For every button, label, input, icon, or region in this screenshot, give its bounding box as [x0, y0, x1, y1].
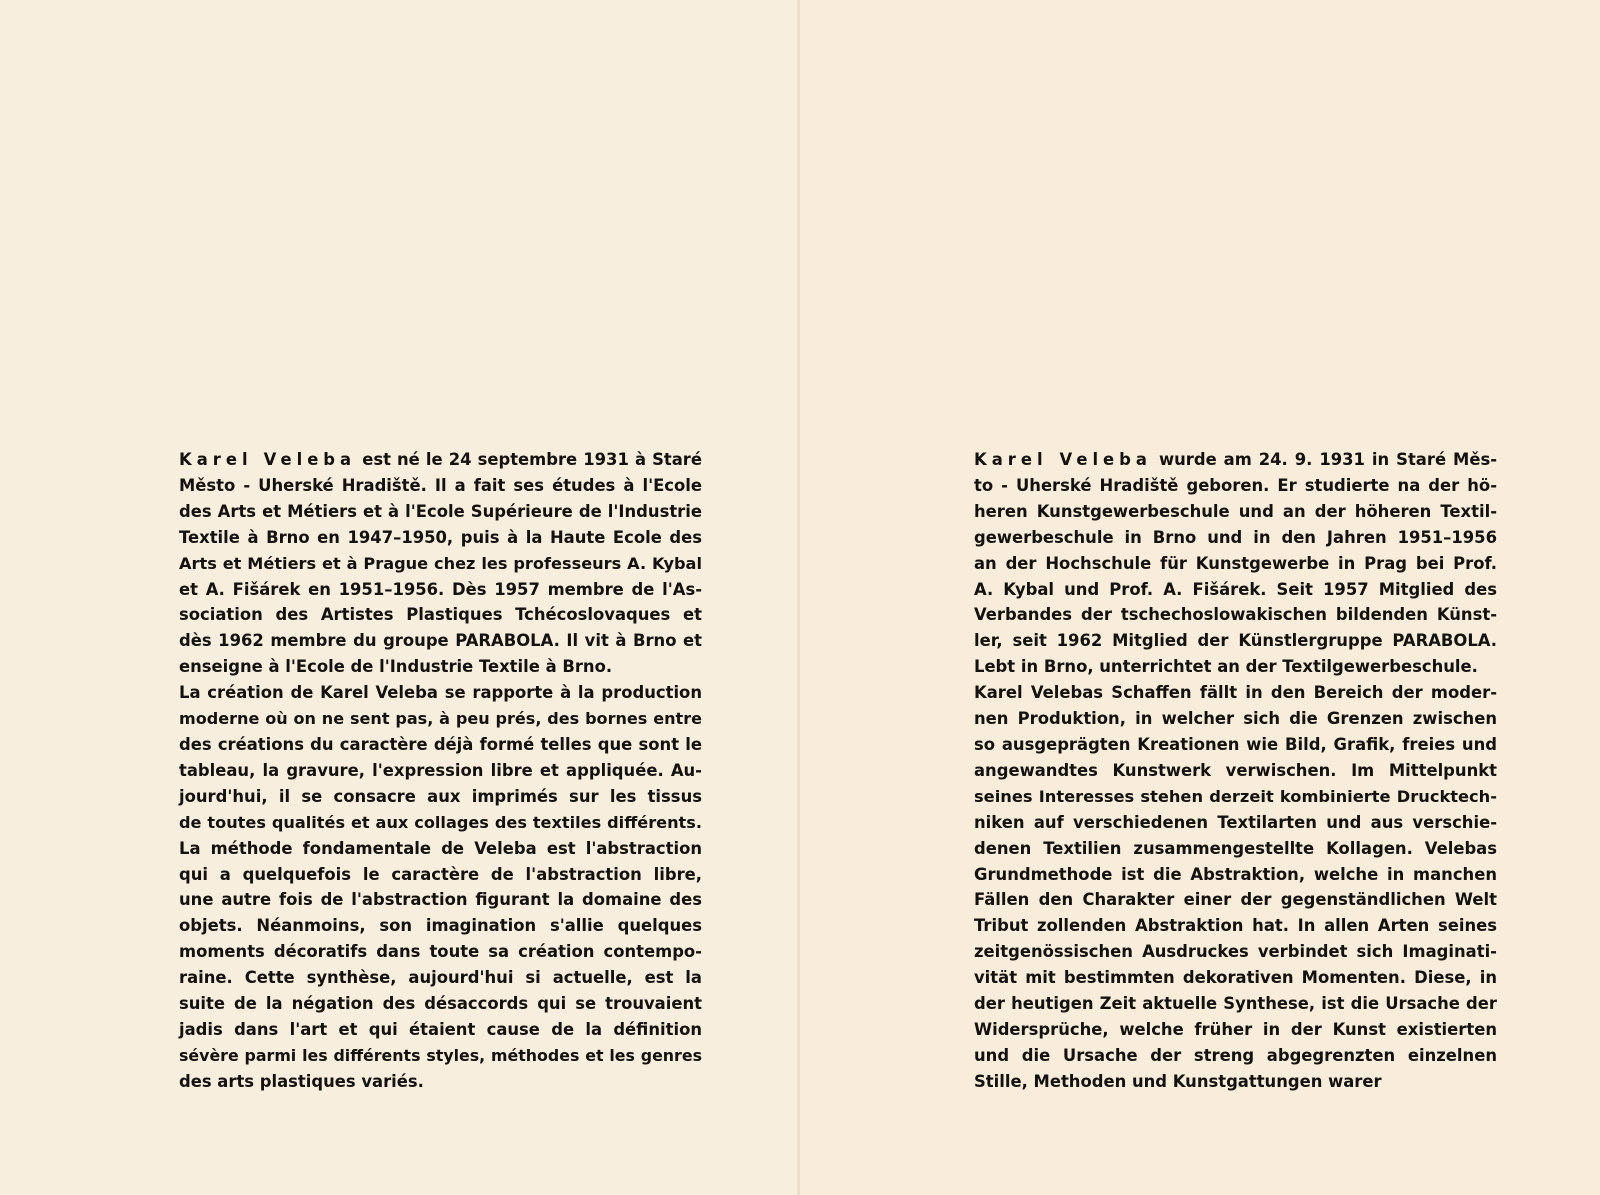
- text-line: des créations du caractère déjà formé telles que sont le: [179, 734, 702, 754]
- text-line: nen Produktion, in welcher sich die Grenzen zwischen: [974, 709, 1497, 729]
- text-line: Město - Uherské Hradiště. Il a fait ses études à l'Ecole: [179, 475, 702, 495]
- text-line: jourd'hui, il se consacre aux imprimés sur les tissus: [179, 786, 702, 806]
- text-line: de toutes qualités et aux collages des textiles différents.: [179, 812, 702, 832]
- text-line: A. Kybal und Prof. A. Fišárek. Seit 1957 Mitglied des: [974, 579, 1497, 599]
- text-line: Lebt in Brno, unterrichtet an der Textilgewerbeschule.: [974, 657, 1478, 677]
- text-line: der heutigen Zeit aktuelle Synthese, ist die Ursache der: [974, 994, 1497, 1014]
- text-line: gewerbeschule in Brno und in den Jahren 1951–1956: [974, 527, 1497, 547]
- text-line: Arts et Métiers et à Prague chez les professeurs A. Kybal: [179, 553, 702, 573]
- text-line: heren Kunstgewerbeschule und an der höheren Textil-: [974, 501, 1497, 521]
- text-line: qui a quelquefois le caractère de l'abstraction libre,: [179, 864, 702, 884]
- text-line: denen Textilien zusammengestellte Kollagen. Velebas: [974, 838, 1497, 858]
- text-line: an der Hochschule für Kunstgewerbe in Prag bei Prof.: [974, 553, 1497, 573]
- text-line: Textile à Brno en 1947–1950, puis à la Haute Ecole des: [179, 527, 702, 547]
- text-line: enseigne à l'Ecole de l'Industrie Textile à Brno.: [179, 657, 613, 677]
- text-line: vität mit bestimmten dekorativen Momenten. Diese, in: [974, 968, 1497, 988]
- text-line: des arts plastiques variés.: [179, 1071, 424, 1091]
- text-line: suite de la négation des désaccords qui se trouvaient: [179, 994, 702, 1014]
- text-line: raine. Cette synthèse, aujourd'hui si actuelle, est la: [179, 968, 702, 988]
- text-line: jadis dans l'art et qui étaient cause de la définition: [179, 1019, 702, 1039]
- text-line: dès 1962 membre du groupe PARABOLA. Il vit à Brno et: [179, 631, 702, 651]
- text-line: Grundmethode ist die Abstraktion, welche in manchen: [974, 864, 1497, 884]
- text-line: angewandtes Kunstwerk verwischen. Im Mittelpunkt: [974, 760, 1497, 780]
- text-line: Fällen den Charakter einer der gegenständlichen Welt: [974, 890, 1497, 910]
- text-line: sévère parmi les différents styles, méthodes et les genres: [179, 1045, 702, 1065]
- text-line: moments décoratifs dans toute sa création contempo-: [179, 942, 702, 962]
- text-line: Verbandes der tschechoslowakischen bildenden Künst-: [974, 605, 1497, 625]
- artist-name: Karel Veleba: [974, 450, 1152, 469]
- text-line: so ausgeprägten Kreationen wie Bild, Grafik, freies und: [974, 734, 1497, 754]
- text-line: Widersprüche, welche früher in der Kunst existierten: [974, 1019, 1497, 1039]
- text-line: niken auf verschiedenen Textilarten und aus verschie-: [974, 812, 1497, 832]
- text-line: Karel Veleba wurde am 24. 9. 1931 in Staré Měs-: [974, 450, 1498, 469]
- text-line: und die Ursache der streng abgegrenzten einzelnen: [974, 1045, 1497, 1065]
- text-line: Karel Velebas Schaffen fällt in den Bereich der moder-: [974, 683, 1497, 703]
- text-line: une autre fois de l'abstraction figurant la domaine des: [179, 890, 702, 910]
- text-line: La création de Karel Veleba se rapporte à la production: [179, 683, 702, 703]
- text-line: sociation des Artistes Plastiques Tchécoslovaques et: [179, 605, 702, 625]
- french-text: [179, 447, 702, 1095]
- text-line: moderne où on ne sent pas, à peu prés, des bornes entre: [179, 709, 702, 729]
- text-line: objets. Néanmoins, son imagination s'allie quelques: [179, 916, 702, 936]
- text-line: Karel Veleba est né le 24 septembre 1931 à Staré: [179, 450, 702, 469]
- text-line: seines Interesses stehen derzeit kombinierte Drucktech-: [974, 786, 1497, 806]
- text-line: et A. Fišárek en 1951–1956. Dès 1957 membre de l'As-: [179, 579, 702, 599]
- text-line: zeitgenössischen Ausdruckes verbindet sich Imaginati-: [974, 942, 1497, 962]
- artist-name: Karel Veleba: [179, 450, 357, 469]
- text-line: to - Uherské Hradiště geboren. Er studierte na der hö-: [974, 475, 1497, 495]
- text-line: La méthode fondamentale de Veleba est l'abstraction: [179, 838, 702, 858]
- text-line: des Arts et Métiers et à l'Ecole Supérieure de l'Industrie: [179, 501, 702, 521]
- text-line: ler, seit 1962 Mitglied der Künstlergruppe PARABOLA.: [974, 631, 1497, 651]
- german-text: [974, 447, 1497, 1095]
- text-line: Tribut zollenden Abstraktion hat. In allen Arten seines: [974, 916, 1497, 936]
- text-line: tableau, la gravure, l'expression libre et appliquée. Au-: [179, 760, 702, 780]
- right-page: [800, 0, 1600, 1195]
- text-line: Stille, Methoden und Kunstgattungen warer: [974, 1071, 1382, 1091]
